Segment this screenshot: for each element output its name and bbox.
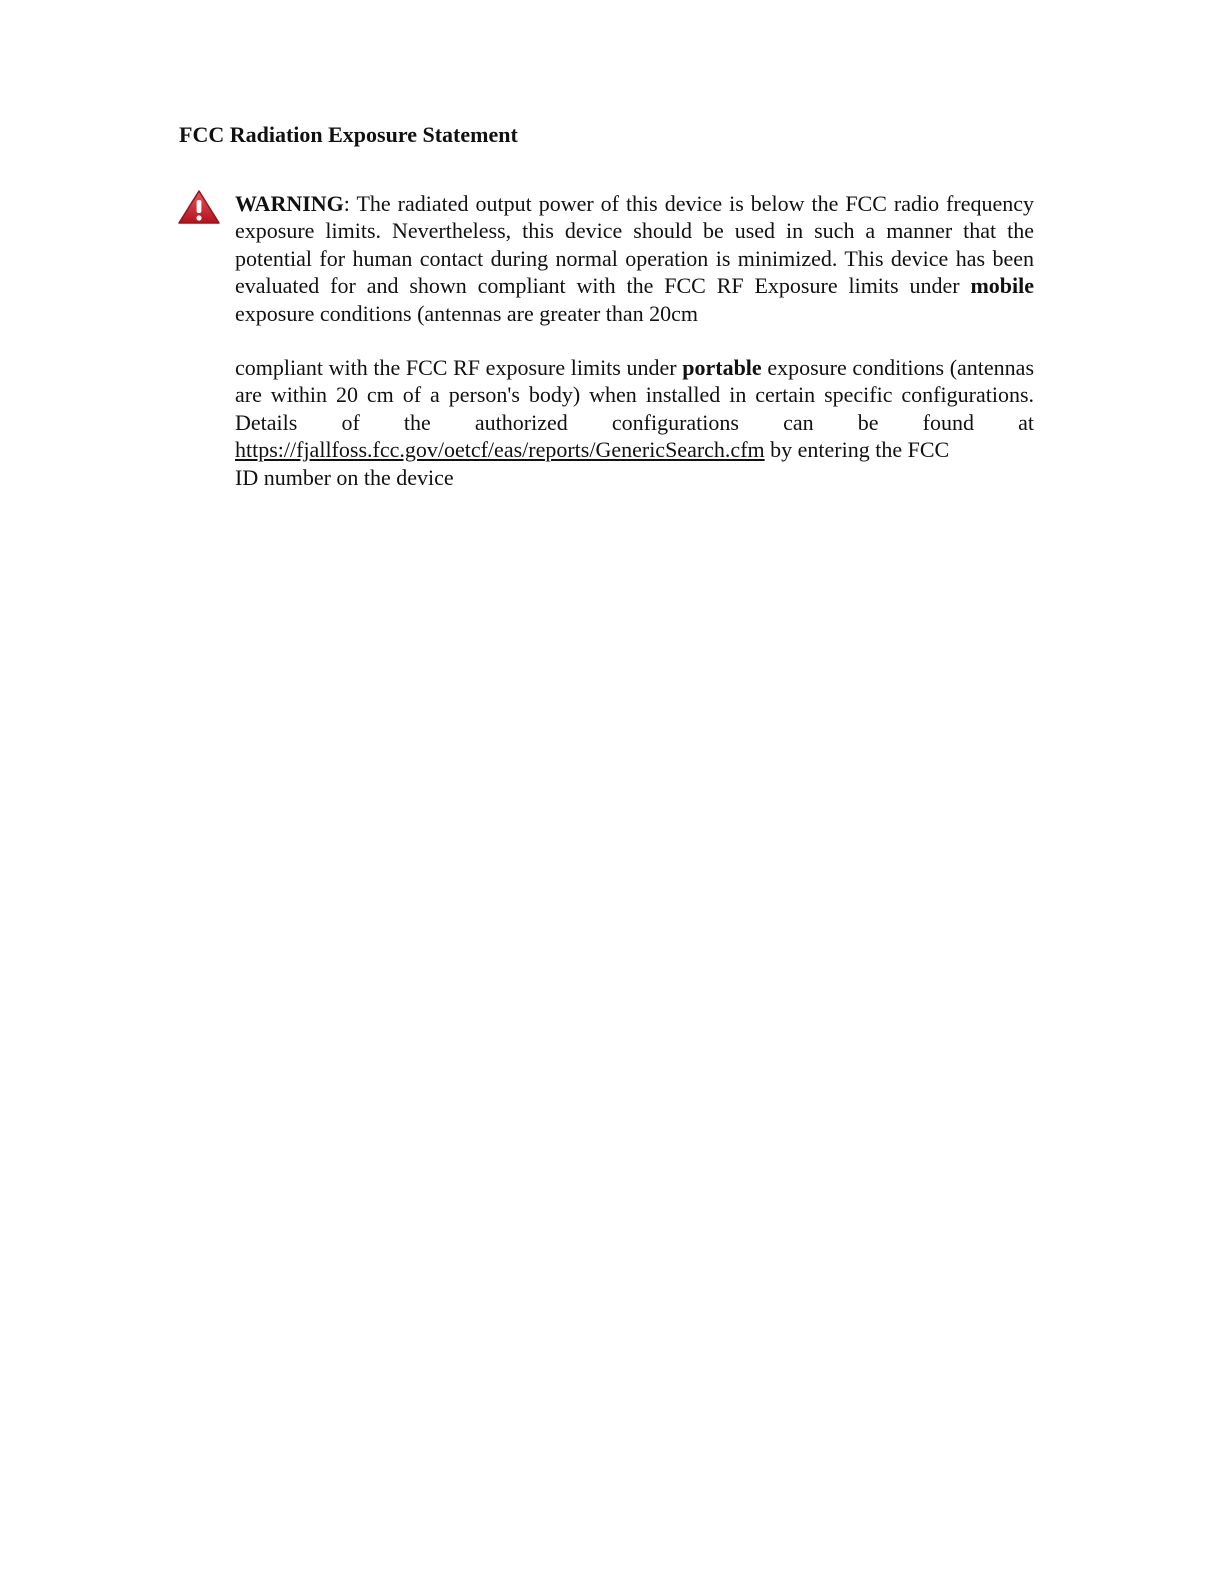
portable-text-mid: exposure conditions (antennas are within 20 cm of a person's body) when installed in certain specific configurations. Details of the authorized configurations can be found at (235, 355, 1035, 435)
page-title: FCC Radiation Exposure Statement (179, 122, 518, 147)
fcc-search-link[interactable]: https://fjallfoss.fcc.gov/oetcf/eas/reports/GenericSearch.cfm (235, 437, 765, 463)
portable-keyword: portable (682, 355, 762, 380)
warning-label: WARNING (235, 191, 344, 216)
warning-paragraph (235, 190, 1034, 327)
portable-text-last: ID number on the device (235, 464, 454, 490)
portable-text-end: by entering the FCC (764, 437, 950, 463)
portable-paragraph (235, 354, 1034, 491)
warning-icon (177, 189, 221, 225)
portable-text: compliant with the FCC RF exposure limits under (235, 355, 683, 380)
mobile-keyword: mobile (970, 273, 1034, 299)
warning-text-end: exposure conditions (antennas are greater than 20cm (235, 300, 699, 326)
warning-separator: : (343, 191, 350, 216)
warning-text: The radiated output power of this device is below the FCC radio frequency exposure limits. Nevertheless, this device should be used in such a manner that the potential for human contact during normal operation is minimized. This device has been evaluated for and shown compliant with the FCC RF Exposure limits under (235, 191, 1034, 299)
